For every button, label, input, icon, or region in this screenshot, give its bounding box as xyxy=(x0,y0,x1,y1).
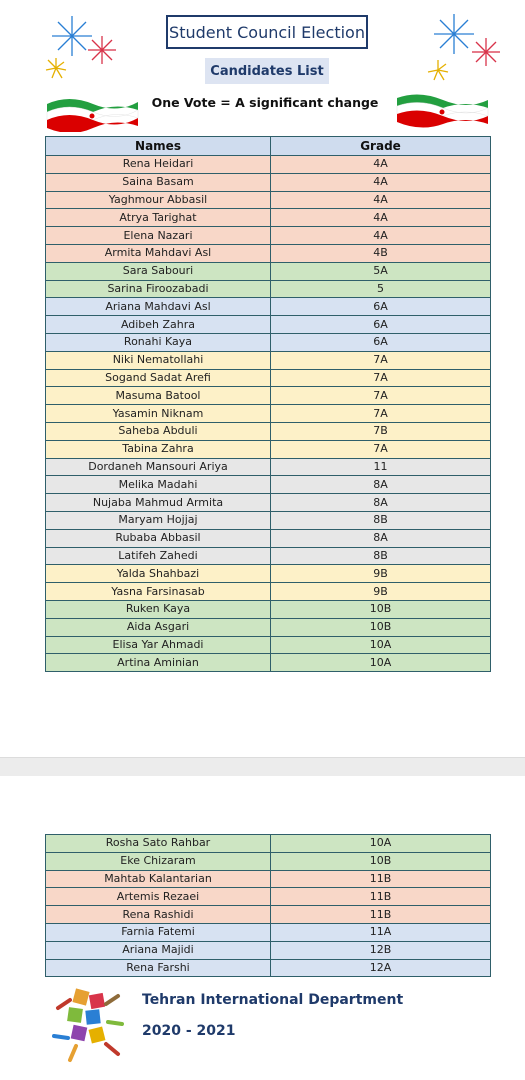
candidate-grade: 11 xyxy=(271,458,491,476)
candidate-grade: 4B xyxy=(271,244,491,262)
candidate-name: Sarina Firoozabadi xyxy=(46,280,271,298)
candidate-name: Rena Farshi xyxy=(46,959,271,977)
candidate-name: Yaghmour Abbasil xyxy=(46,191,271,209)
candidate-grade: 4A xyxy=(271,173,491,191)
candidate-name: Dordaneh Mansouri Ariya xyxy=(46,458,271,476)
table-row xyxy=(46,280,491,298)
school-year: 2020 - 2021 xyxy=(142,1023,236,1039)
candidate-grade: 7A xyxy=(271,440,491,458)
candidate-grade: 4A xyxy=(271,156,491,174)
school-logo-icon xyxy=(48,986,128,1066)
candidate-grade: 12A xyxy=(271,959,491,977)
candidate-grade: 10B xyxy=(271,618,491,636)
table-row xyxy=(46,923,491,941)
candidate-grade: 9B xyxy=(271,565,491,583)
candidate-name: Farnia Fatemi xyxy=(46,923,271,941)
grade-column-header: Grade xyxy=(271,137,491,156)
candidate-grade: 6A xyxy=(271,316,491,334)
candidate-name: Yasna Farsinasab xyxy=(46,583,271,601)
candidate-name: Mahtab Kalantarian xyxy=(46,870,271,888)
candidate-name: Ronahi Kaya xyxy=(46,333,271,351)
candidates-table xyxy=(45,136,491,672)
candidate-grade: 8B xyxy=(271,511,491,529)
candidate-grade: 7A xyxy=(271,369,491,387)
candidate-grade: 9B xyxy=(271,583,491,601)
names-column-header: Names xyxy=(46,137,271,156)
candidate-name: Ariana Majidi xyxy=(46,941,271,959)
candidate-grade: 7A xyxy=(271,387,491,405)
candidate-grade: 10A xyxy=(271,636,491,654)
candidate-name: Ruken Kaya xyxy=(46,600,271,618)
candidate-name: Eke Chizaram xyxy=(46,852,271,870)
candidate-name: Rubaba Abbasil xyxy=(46,529,271,547)
table-row xyxy=(46,511,491,529)
table-row xyxy=(46,440,491,458)
candidate-name: Elisa Yar Ahmadi xyxy=(46,636,271,654)
election-title: Student Council Election xyxy=(166,15,368,49)
table-row xyxy=(46,156,491,174)
candidates-table-body xyxy=(46,156,491,672)
table-row xyxy=(46,298,491,316)
table-row xyxy=(46,387,491,405)
candidate-name: Tabina Zahra xyxy=(46,440,271,458)
table-row xyxy=(46,369,491,387)
table-row xyxy=(46,852,491,870)
table-row xyxy=(46,262,491,280)
candidate-name: Maryam Hojjaj xyxy=(46,511,271,529)
table-row xyxy=(46,618,491,636)
page-break xyxy=(0,757,525,777)
candidate-name: Atrya Tarighat xyxy=(46,209,271,227)
candidate-grade: 10B xyxy=(271,600,491,618)
table-row xyxy=(46,583,491,601)
candidate-grade: 8A xyxy=(271,476,491,494)
candidate-name: Rena Heidari xyxy=(46,156,271,174)
table-row xyxy=(46,494,491,512)
table-row xyxy=(46,173,491,191)
candidate-name: Artina Aminian xyxy=(46,654,271,672)
candidate-name: Elena Nazari xyxy=(46,227,271,245)
candidate-grade: 10A xyxy=(271,835,491,853)
candidate-grade: 11B xyxy=(271,870,491,888)
table-row xyxy=(46,888,491,906)
iran-flag-left-icon xyxy=(45,92,140,132)
candidate-name: Saina Basam xyxy=(46,173,271,191)
table-row xyxy=(46,529,491,547)
candidate-name: Yalda Shahbazi xyxy=(46,565,271,583)
candidate-name: Ariana Mahdavi Asl xyxy=(46,298,271,316)
table-row xyxy=(46,191,491,209)
candidate-name: Nujaba Mahmud Armita xyxy=(46,494,271,512)
candidate-name: Sara Sabouri xyxy=(46,262,271,280)
candidate-name: Artemis Rezaei xyxy=(46,888,271,906)
candidate-grade: 10B xyxy=(271,852,491,870)
candidate-grade: 8A xyxy=(271,494,491,512)
candidate-name: Adibeh Zahra xyxy=(46,316,271,334)
candidate-name: Rena Rashidi xyxy=(46,906,271,924)
table-row xyxy=(46,458,491,476)
table-row xyxy=(46,244,491,262)
candidate-name: Latifeh Zahedi xyxy=(46,547,271,565)
candidate-grade: 7A xyxy=(271,405,491,423)
candidate-grade: 5 xyxy=(271,280,491,298)
candidate-grade: 8B xyxy=(271,547,491,565)
candidate-grade: 6A xyxy=(271,298,491,316)
candidate-name: Melika Madahi xyxy=(46,476,271,494)
table-row xyxy=(46,959,491,977)
candidates-table-continued-body xyxy=(46,835,491,977)
candidate-grade: 4A xyxy=(271,227,491,245)
candidate-grade: 7B xyxy=(271,422,491,440)
table-row xyxy=(46,351,491,369)
table-row xyxy=(46,941,491,959)
candidate-grade: 4A xyxy=(271,209,491,227)
table-row xyxy=(46,600,491,618)
table-row xyxy=(46,209,491,227)
candidate-grade: 12B xyxy=(271,941,491,959)
table-row xyxy=(46,654,491,672)
table-row xyxy=(46,906,491,924)
table-row xyxy=(46,405,491,423)
candidate-name: Saheba Abduli xyxy=(46,422,271,440)
iran-flag-right-icon xyxy=(395,88,490,130)
table-row xyxy=(46,547,491,565)
fireworks-left-icon xyxy=(40,8,130,88)
candidate-grade: 4A xyxy=(271,191,491,209)
candidate-grade: 7A xyxy=(271,351,491,369)
candidate-grade: 11B xyxy=(271,888,491,906)
table-row xyxy=(46,422,491,440)
candidate-name: Rosha Sato Rahbar xyxy=(46,835,271,853)
candidate-grade: 11A xyxy=(271,923,491,941)
table-header-row xyxy=(46,137,491,156)
department-name: Tehran International Department xyxy=(142,992,404,1008)
table-row xyxy=(46,316,491,334)
candidate-name: Masuma Batool xyxy=(46,387,271,405)
candidate-name: Armita Mahdavi Asl xyxy=(46,244,271,262)
fireworks-right-icon xyxy=(420,8,510,88)
table-row xyxy=(46,333,491,351)
table-row xyxy=(46,227,491,245)
candidate-grade: 8A xyxy=(271,529,491,547)
candidates-table-continued xyxy=(45,834,491,977)
table-row xyxy=(46,835,491,853)
candidate-grade: 5A xyxy=(271,262,491,280)
candidate-name: Niki Nematollahi xyxy=(46,351,271,369)
candidate-grade: 10A xyxy=(271,654,491,672)
table-row xyxy=(46,636,491,654)
candidate-name: Sogand Sadat Arefi xyxy=(46,369,271,387)
table-row xyxy=(46,870,491,888)
slogan-text: One Vote = A significant change xyxy=(151,95,379,110)
candidate-grade: 6A xyxy=(271,333,491,351)
candidate-name: Yasamin Niknam xyxy=(46,405,271,423)
table-row xyxy=(46,476,491,494)
candidate-grade: 11B xyxy=(271,906,491,924)
table-row xyxy=(46,565,491,583)
candidates-list-subtitle: Candidates List xyxy=(205,58,329,84)
candidate-name: Aida Asgari xyxy=(46,618,271,636)
